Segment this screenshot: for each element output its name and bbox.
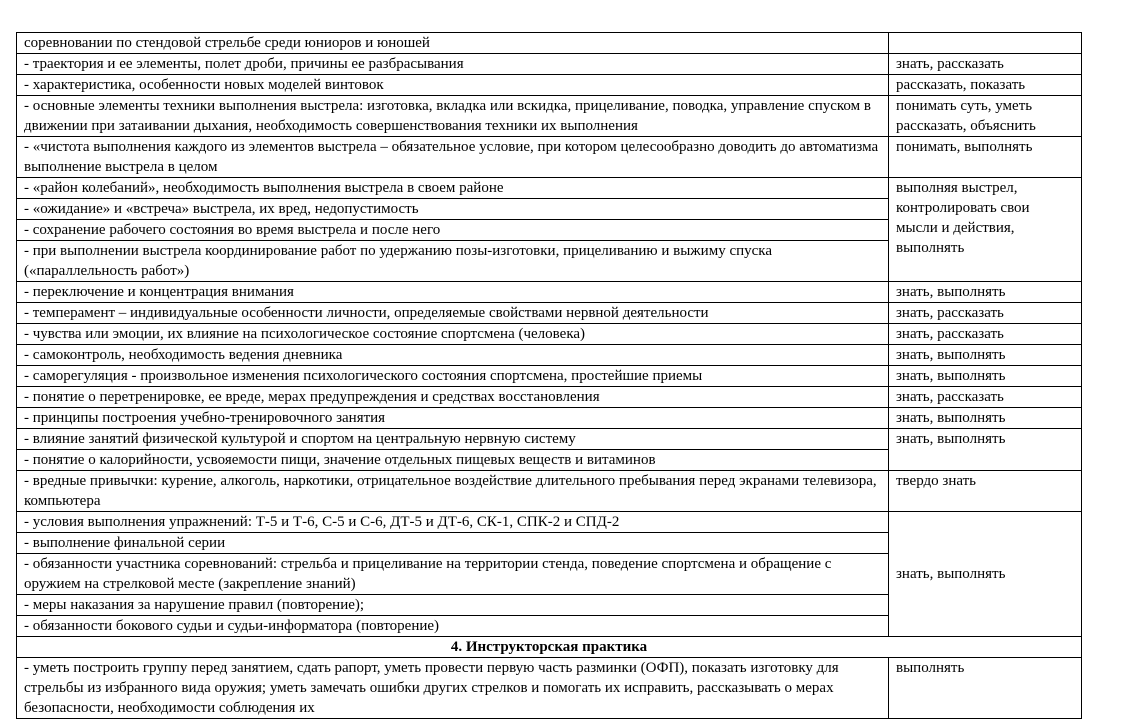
topic-cell: - понятие о калорийности, усвояемости пищи, значение отдельных пищевых веществ и витаминов (17, 450, 889, 471)
table-row (17, 96, 1082, 137)
topic-cell: - уметь построить группу перед занятием, сдать рапорт, уметь провести первую часть разминки (ОФП), показать изготовку для стрельбы из избранного вида оружия; уметь замечать ошибки других стрелков и помогать их исправить, рассказывать о мерах безопасности, необходимости соблюдения их (17, 658, 889, 719)
table-row (17, 33, 1082, 54)
table-row (17, 324, 1082, 345)
topic-cell: - обязанности бокового судьи и судьи-информатора (повторение) (17, 616, 889, 637)
requirement-cell: знать, рассказать (889, 54, 1082, 75)
topic-cell: - характеристика, особенности новых моделей винтовок (17, 75, 889, 96)
requirement-cell: понимать суть, уметь рассказать, объяснить (889, 96, 1082, 137)
topic-cell: - обязанности участника соревнований: стрельба и прицеливание на территории стенда, поведение спортсмена и обращение с оружием на стрелковой месте (закрепление знаний) (17, 554, 889, 595)
requirement-cell: знать, выполнять (889, 408, 1082, 429)
table-row (17, 366, 1082, 387)
table-row (17, 658, 1082, 719)
table-row (17, 387, 1082, 408)
requirement-cell: знать, выполнять (889, 366, 1082, 387)
topic-cell: - понятие о перетренировке, ее вреде, мерах предупреждения и средствах восстановления (17, 387, 889, 408)
curriculum-table (16, 32, 1082, 719)
table-row (17, 471, 1082, 512)
table-row (17, 75, 1082, 96)
requirement-cell: знать, выполнять (889, 282, 1082, 303)
topic-cell: - самоконтроль, необходимость ведения дневника (17, 345, 889, 366)
section-heading: 4. Инструкторская практика (17, 637, 1082, 658)
table-row (17, 408, 1082, 429)
requirement-cell: выполняя выстрел, контролировать свои мысли и действия, выполнять (889, 178, 1082, 282)
topic-cell: - сохранение рабочего состояния во время выстрела и после него (17, 220, 889, 241)
table-row (17, 345, 1082, 366)
requirement-cell: знать, рассказать (889, 303, 1082, 324)
topic-cell: - принципы построения учебно-тренировочного занятия (17, 408, 889, 429)
topic-cell: - «ожидание» и «встреча» выстрела, их вред, недопустимость (17, 199, 889, 220)
topic-cell: - чувства или эмоции, их влияние на психологическое состояние спортсмена (человека) (17, 324, 889, 345)
table-row (17, 303, 1082, 324)
requirement-cell: знать, выполнять (889, 429, 1082, 471)
table-row (17, 429, 1082, 450)
section-row (17, 637, 1082, 658)
requirement-cell: твердо знать (889, 471, 1082, 512)
topic-cell: - переключение и концентрация внимания (17, 282, 889, 303)
requirement-cell (889, 33, 1082, 54)
topic-cell: - при выполнении выстрела координирование работ по удержанию позы-изготовки, прицеливанию и выжиму спуска («параллельность работ») (17, 241, 889, 282)
topic-cell: - траектория и ее элементы, полет дроби, причины ее разбрасывания (17, 54, 889, 75)
requirement-cell: понимать, выполнять (889, 137, 1082, 178)
topic-cell: - вредные привычки: курение, алкоголь, наркотики, отрицательное воздействие длительного пребывания перед экранами телевизора, компьютера (17, 471, 889, 512)
table-row (17, 178, 1082, 199)
topic-cell: - саморегуляция - произвольное изменения психологического состояния спортсмена, простейшие приемы (17, 366, 889, 387)
table-row (17, 54, 1082, 75)
topic-cell: - «чистота выполнения каждого из элементов выстрела – обязательное условие, при котором целесообразно доводить до автоматизма выполнение выстрела в целом (17, 137, 889, 178)
requirement-cell: рассказать, показать (889, 75, 1082, 96)
topic-cell: - меры наказания за нарушение правил (повторение); (17, 595, 889, 616)
topic-cell: - основные элементы техники выполнения выстрела: изготовка, вкладка или вскидка, прицеливание, поводка, управление спуском в движении при затаивании дыхания, необходимость совершенствования техники их выполнения (17, 96, 889, 137)
requirement-cell: знать, выполнять (889, 512, 1082, 637)
table-row (17, 282, 1082, 303)
topic-cell: - влияние занятий физической культурой и спортом на центральную нервную систему (17, 429, 889, 450)
requirement-cell: знать, выполнять (889, 345, 1082, 366)
requirement-cell: знать, рассказать (889, 387, 1082, 408)
requirement-cell: знать, рассказать (889, 324, 1082, 345)
topic-cell: - «район колебаний», необходимость выполнения выстрела в своем районе (17, 178, 889, 199)
requirement-cell: выполнять (889, 658, 1082, 719)
topic-cell: - условия выполнения упражнений: Т-5 и Т-6, С-5 и С-6, ДТ-5 и ДТ-6, СК-1, СПК-2 и СПД-2 (17, 512, 889, 533)
topic-cell: соревновании по стендовой стрельбе среди юниоров и юношей (17, 33, 889, 54)
topic-cell: - темперамент – индивидуальные особенности личности, определяемые свойствами нервной деятельности (17, 303, 889, 324)
topic-cell: - выполнение финальной серии (17, 533, 889, 554)
table-row (17, 512, 1082, 533)
table-row (17, 137, 1082, 178)
